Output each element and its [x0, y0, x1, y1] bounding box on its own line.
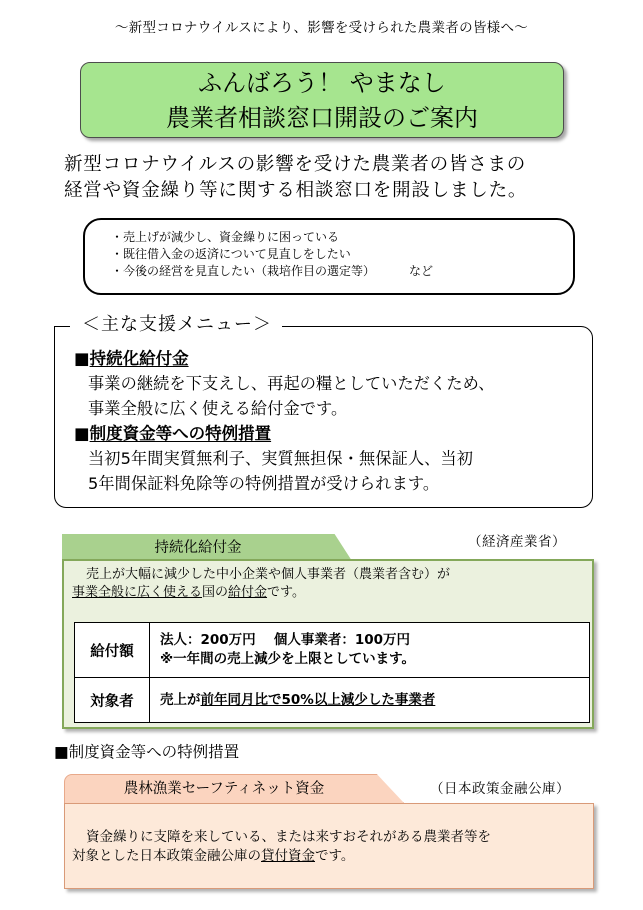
- table-row: [75, 678, 590, 723]
- menu-desc-line: 事業の継続を下支えし、再起の糧としていただくため、: [88, 374, 495, 393]
- row-label-amount: 給付額: [75, 623, 150, 678]
- row-value-amount: [150, 623, 590, 678]
- concern-item: [111, 263, 573, 280]
- menu-heading-text: 持続化給付金: [89, 349, 189, 368]
- menu-desc-line: 当初5年間実質無利子、実質無担保・無保証人、当初: [88, 449, 474, 468]
- menu-heading-special: [74, 421, 589, 446]
- subsidy-desc-text: 国の: [202, 585, 229, 600]
- menu-marker: ■: [74, 349, 90, 368]
- header-notice: ～新型コロナウイルスにより、影響を受けられた農業者の皆様へ～: [114, 20, 529, 36]
- support-menu-list: [74, 346, 589, 496]
- concern-item: ・売上げが減少し、資金繰りに困っている: [111, 230, 340, 244]
- special-desc-line: [72, 847, 588, 866]
- menu-marker: ■: [74, 424, 90, 443]
- menu-heading-subsidy: [74, 346, 589, 371]
- intro-line-2: 経営や資金繰り等に関する相談窓口を開設しました。: [64, 180, 528, 201]
- concern-item-text: ・今後の経営を見直したい（栽培作目の選定等）: [111, 264, 376, 278]
- row-label-target: 対象者: [75, 678, 150, 723]
- subsidy-description: [72, 566, 588, 602]
- row-value-target: [150, 678, 590, 723]
- target-pre: 売上が: [160, 691, 201, 708]
- title-line-2: 農業者相談窓口開設のご案内: [166, 104, 478, 132]
- special-description: [72, 828, 588, 866]
- menu-desc-line: 事業全般に広く使える給付金です。: [88, 399, 348, 418]
- menu-heading-text: 制度資金等への特例措置: [89, 424, 272, 443]
- special-desc-line: 資金繰りに支障を来している、または来すおそれがある農業者等を: [86, 829, 491, 845]
- subsidy-desc-line: 売上が大幅に減少した中小企業や個人事業者（農業者含む）が: [86, 567, 451, 582]
- intro-line-1: 新型コロナウイルスの影響を受けた農業者の皆さまの: [64, 154, 527, 175]
- subsidy-desc-underline: 事業全般に広く使える: [72, 585, 203, 600]
- menu-desc-line: 5年間保証料免除等の特例措置が受けられます。: [88, 474, 440, 493]
- amount-line: 法人：200万円 個人事業者：100万円: [160, 632, 411, 648]
- title-line-1: ふんばろう！ やまなし: [198, 69, 446, 97]
- subsidy-ministry: （経済産業省）: [468, 534, 566, 550]
- special-heading: ■制度資金等への特例措置: [54, 743, 240, 761]
- special-desc-text: 対象とした日本政策金融公庫の: [72, 848, 261, 864]
- subsidy-desc-underline: 給付金: [228, 585, 268, 600]
- title-banner: [80, 62, 564, 138]
- special-desc-underline: 貸付資金: [261, 848, 315, 864]
- concerns-box: [83, 218, 575, 295]
- subsidy-tab-label: 持続化給付金: [154, 540, 242, 556]
- concern-suffix: など: [409, 264, 434, 278]
- subsidy-desc-line: [72, 584, 588, 602]
- amount-note: ※一年間の売上減少を上限としています。: [160, 651, 416, 667]
- subsidy-table: [74, 622, 590, 723]
- support-menu-title: ＜主な支援メニュー＞: [70, 313, 282, 337]
- special-tab-label: 農林漁業セーフティネット資金: [123, 781, 325, 797]
- special-lender: （日本政策金融公庫）: [430, 781, 570, 797]
- table-row: [75, 623, 590, 678]
- special-desc-text: です。: [315, 848, 355, 864]
- subsidy-desc-text: です。: [267, 585, 306, 600]
- target-underline: 前年同月比で50%以上減少した事業者: [200, 691, 436, 708]
- concern-item: ・既往借入金の返済について見直しをしたい: [111, 247, 351, 261]
- intro-text: [64, 152, 584, 204]
